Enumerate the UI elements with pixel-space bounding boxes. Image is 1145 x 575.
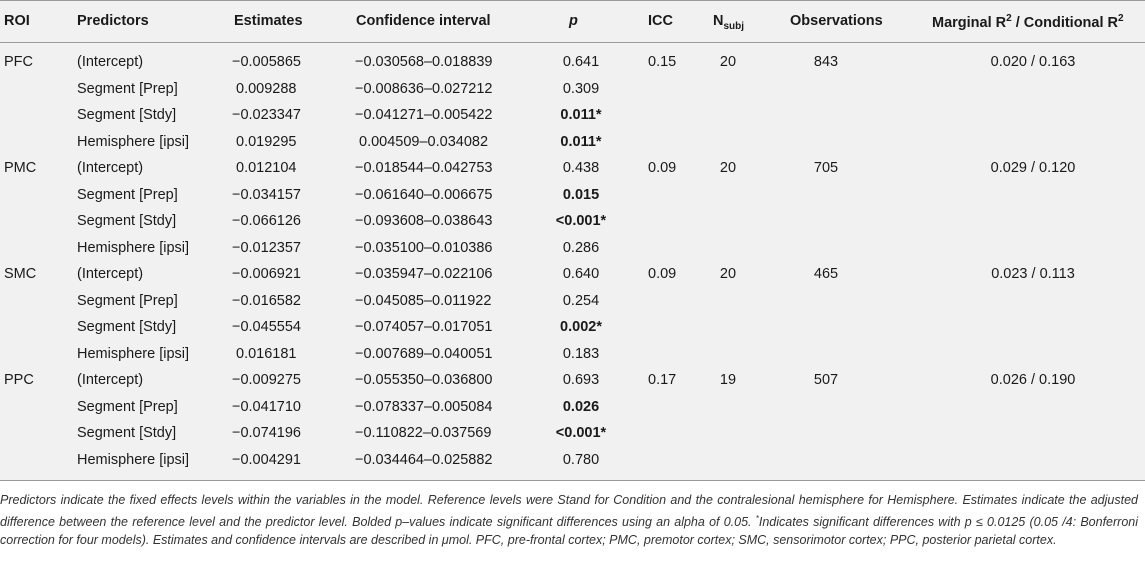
p-value: 0.780 xyxy=(562,451,600,468)
estimate-value: −0.066126 xyxy=(232,213,301,229)
estimate-value: −0.074196 xyxy=(232,425,301,441)
observations-value: 705 xyxy=(813,160,839,176)
icc-value: 0.09 xyxy=(648,266,677,282)
roi-label: PFC xyxy=(4,54,33,70)
results-table xyxy=(0,0,1145,42)
r2-value: 0.029 / 0.120 xyxy=(990,160,1076,176)
table-bottom-rule xyxy=(0,480,1145,481)
header-p: p xyxy=(569,13,578,29)
predictor-label: Segment [Prep] xyxy=(77,398,178,415)
ci-value: −0.078337–0.005084 xyxy=(355,398,493,415)
predictor-label: (Intercept) xyxy=(77,160,144,176)
header-row-cell xyxy=(0,0,1145,42)
p-value: <0.001* xyxy=(555,425,607,441)
r2-value: 0.026 / 0.190 xyxy=(990,372,1076,388)
caption-text-2: Indicates significant differences with p ≤ 0.0125 (0.05 /4: Bonferroni correction for four models). Estimates and confidence intervals are described in μmol. PFC, pre-frontal cortex; PMC, premotor cortex; SMC, sensorimotor cortex; PPC, posterior parietal cortex. xyxy=(0,514,1138,548)
estimate-value: −0.012357 xyxy=(232,239,301,256)
nsubj-value: 20 xyxy=(719,54,737,70)
p-value: 0.309 xyxy=(562,80,600,97)
table-header-rule xyxy=(0,42,1145,43)
estimate-value: 0.012104 xyxy=(236,160,297,176)
caption-text-1: Predictors indicate the fixed effects levels within the variables in the model. Reference levels were Stand for Condition and the contralesional hemisphere for Hemisphere. Estimates indicate the adjusted difference between the reference level and the predictor level. Bolded p–values indicate significant differences using an alpha of 0.05. xyxy=(0,493,1138,529)
p-value: 0.254 xyxy=(562,292,600,309)
header-r2-conditional: / Conditional R xyxy=(1011,14,1119,31)
p-value: 0.640 xyxy=(562,266,600,282)
ci-value: −0.041271–0.005422 xyxy=(355,107,493,123)
estimate-value: −0.005865 xyxy=(232,54,301,70)
estimate-value: 0.019295 xyxy=(236,133,297,150)
predictor-label: (Intercept) xyxy=(77,372,144,388)
predictor-label: (Intercept) xyxy=(77,266,144,282)
estimate-value: −0.045554 xyxy=(232,319,301,335)
ci-value: −0.093608–0.038643 xyxy=(355,213,493,229)
predictor-label: Segment [Prep] xyxy=(77,80,178,97)
observations-value: 843 xyxy=(813,54,839,70)
header-row xyxy=(0,0,1145,42)
ci-value: −0.055350–0.036800 xyxy=(355,372,493,388)
ci-value: −0.035947–0.022106 xyxy=(355,266,493,282)
estimate-value: −0.009275 xyxy=(232,372,301,388)
p-value: <0.001* xyxy=(555,213,607,229)
observations-value: 507 xyxy=(813,372,839,388)
header-ci: Confidence interval xyxy=(356,13,491,29)
predictor-label: Segment [Stdy] xyxy=(77,319,177,335)
caption-star: * xyxy=(755,513,759,523)
p-value: 0.015 xyxy=(562,186,600,203)
estimate-value: 0.009288 xyxy=(236,80,297,97)
nsubj-value: 19 xyxy=(719,372,737,388)
observations-value: 465 xyxy=(813,266,839,282)
p-value: 0.286 xyxy=(562,239,600,256)
predictor-label: Segment [Stdy] xyxy=(77,213,177,229)
p-value: 0.641 xyxy=(562,54,600,70)
roi-label: PMC xyxy=(4,160,37,176)
p-value: 0.026 xyxy=(562,398,600,415)
ci-value: −0.045085–0.011922 xyxy=(355,292,492,309)
estimate-value: −0.034157 xyxy=(232,186,301,203)
p-value: 0.183 xyxy=(562,345,600,362)
ci-value: 0.004509–0.034082 xyxy=(359,133,489,150)
estimate-value: −0.016582 xyxy=(232,292,301,309)
p-value: 0.693 xyxy=(562,372,600,388)
estimate-value: −0.004291 xyxy=(232,451,301,468)
predictor-label: Segment [Stdy] xyxy=(77,425,177,441)
roi-label: SMC xyxy=(4,266,37,282)
predictor-label: (Intercept) xyxy=(77,54,144,70)
p-value: 0.011* xyxy=(560,133,602,150)
ci-value: −0.008636–0.027212 xyxy=(355,80,493,97)
header-nsubj xyxy=(713,13,744,32)
estimate-value: 0.016181 xyxy=(236,345,297,362)
p-value: 0.002* xyxy=(560,319,602,335)
ci-value: −0.007689–0.040051 xyxy=(355,345,493,362)
header-estimates: Estimates xyxy=(234,13,303,29)
predictor-label: Segment [Prep] xyxy=(77,186,178,203)
header-predictors: Predictors xyxy=(77,13,149,29)
r2-value: 0.023 / 0.113 xyxy=(991,266,1075,282)
roi-label: PPC xyxy=(4,372,34,388)
header-nsubj-main: N xyxy=(713,13,724,29)
predictor-label: Segment [Stdy] xyxy=(77,107,177,123)
header-observations: Observations xyxy=(790,13,883,29)
predictor-label: Hemisphere [ipsi] xyxy=(77,239,190,256)
ci-value: −0.074057–0.017051 xyxy=(355,319,493,335)
table-caption xyxy=(0,491,1138,550)
icc-value: 0.17 xyxy=(648,372,677,388)
estimate-value: −0.041710 xyxy=(232,398,301,415)
ci-value: −0.110822–0.037569 xyxy=(355,425,492,441)
header-r2-sup2: 2 xyxy=(1118,13,1124,24)
icc-value: 0.09 xyxy=(648,160,677,176)
predictor-label: Hemisphere [ipsi] xyxy=(77,451,190,468)
ci-value: −0.035100–0.010386 xyxy=(355,239,493,256)
nsubj-value: 20 xyxy=(719,266,737,282)
predictor-label: Hemisphere [ipsi] xyxy=(77,345,190,362)
p-value: 0.011* xyxy=(560,107,602,123)
header-r2 xyxy=(932,13,1124,31)
estimate-value: −0.006921 xyxy=(232,266,301,282)
header-roi: ROI xyxy=(4,13,30,29)
icc-value: 0.15 xyxy=(648,54,677,70)
ci-value: −0.018544–0.042753 xyxy=(355,160,493,176)
ci-value: −0.034464–0.025882 xyxy=(355,451,493,468)
ci-value: −0.030568–0.018839 xyxy=(355,54,493,70)
p-value: 0.438 xyxy=(562,160,600,176)
r2-value: 0.020 / 0.163 xyxy=(990,54,1076,70)
ci-value: −0.061640–0.006675 xyxy=(355,186,493,203)
header-nsubj-sub: subj xyxy=(723,20,745,32)
header-r2-marginal: Marginal R xyxy=(932,14,1007,31)
estimate-value: −0.023347 xyxy=(232,107,301,123)
nsubj-value: 20 xyxy=(719,160,737,176)
predictor-label: Hemisphere [ipsi] xyxy=(77,133,190,150)
header-r2-sup1: 2 xyxy=(1006,13,1012,24)
header-icc: ICC xyxy=(648,13,673,29)
predictor-label: Segment [Prep] xyxy=(77,292,178,309)
